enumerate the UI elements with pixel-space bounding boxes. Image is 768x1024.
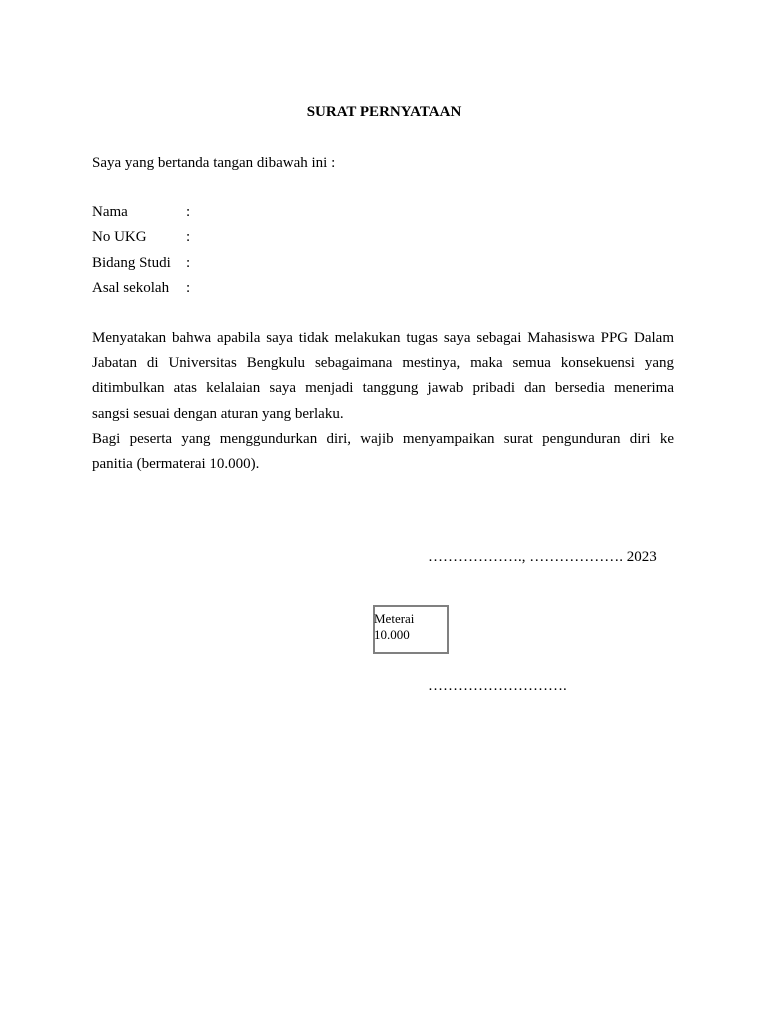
field-row-nama	[92, 200, 392, 225]
intro-text: Saya yang bertanda tangan dibawah ini :	[92, 155, 336, 171]
field-label: Asal sekolah	[92, 279, 170, 296]
meterai-stamp-box	[373, 605, 449, 654]
statement-line: sangsi sesuai dengan aturan yang berlaku.	[92, 405, 344, 422]
note-line: panitia (bermaterai 10.000).	[92, 456, 260, 473]
place-date-line: ………………., ………………. 2023	[428, 549, 657, 565]
field-row-bidang-studi	[92, 251, 392, 276]
meterai-stamp-text	[374, 611, 414, 643]
statement-line: Jabatan di Universitas Bengkulu sebagaimana mestinya, maka semua konsekuensi yang	[92, 355, 674, 372]
document-title: SURAT PERNYATAAN	[306, 104, 462, 120]
field-row-asal-sekolah	[92, 276, 392, 301]
statement-line: Menyatakan bahwa apabila saya tidak melakukan tugas saya sebagai Mahasiswa PPG Dalam	[92, 330, 674, 346]
meterai-label: Meterai	[374, 611, 415, 626]
meterai-value: 10.000	[374, 627, 410, 642]
signature-name-line: ……………………….	[428, 678, 567, 694]
field-label: Bidang Studi	[92, 254, 171, 271]
field-separator: :	[186, 254, 191, 271]
note-line: Bagi peserta yang menggundurkan diri, wajib menyampaikan surat pengunduran diri ke	[92, 430, 674, 447]
statement-line: ditimbulkan atas kelalaian saya menjadi tanggung jawab pribadi dan bersedia menerima	[92, 380, 674, 397]
field-label: Nama	[92, 204, 128, 220]
identity-fields	[92, 200, 392, 301]
field-row-no-ukg	[92, 225, 392, 250]
statement-body	[92, 326, 674, 477]
field-separator: :	[186, 204, 191, 220]
field-separator: :	[186, 279, 191, 296]
field-separator: :	[186, 229, 191, 246]
field-label: No UKG	[92, 229, 147, 246]
